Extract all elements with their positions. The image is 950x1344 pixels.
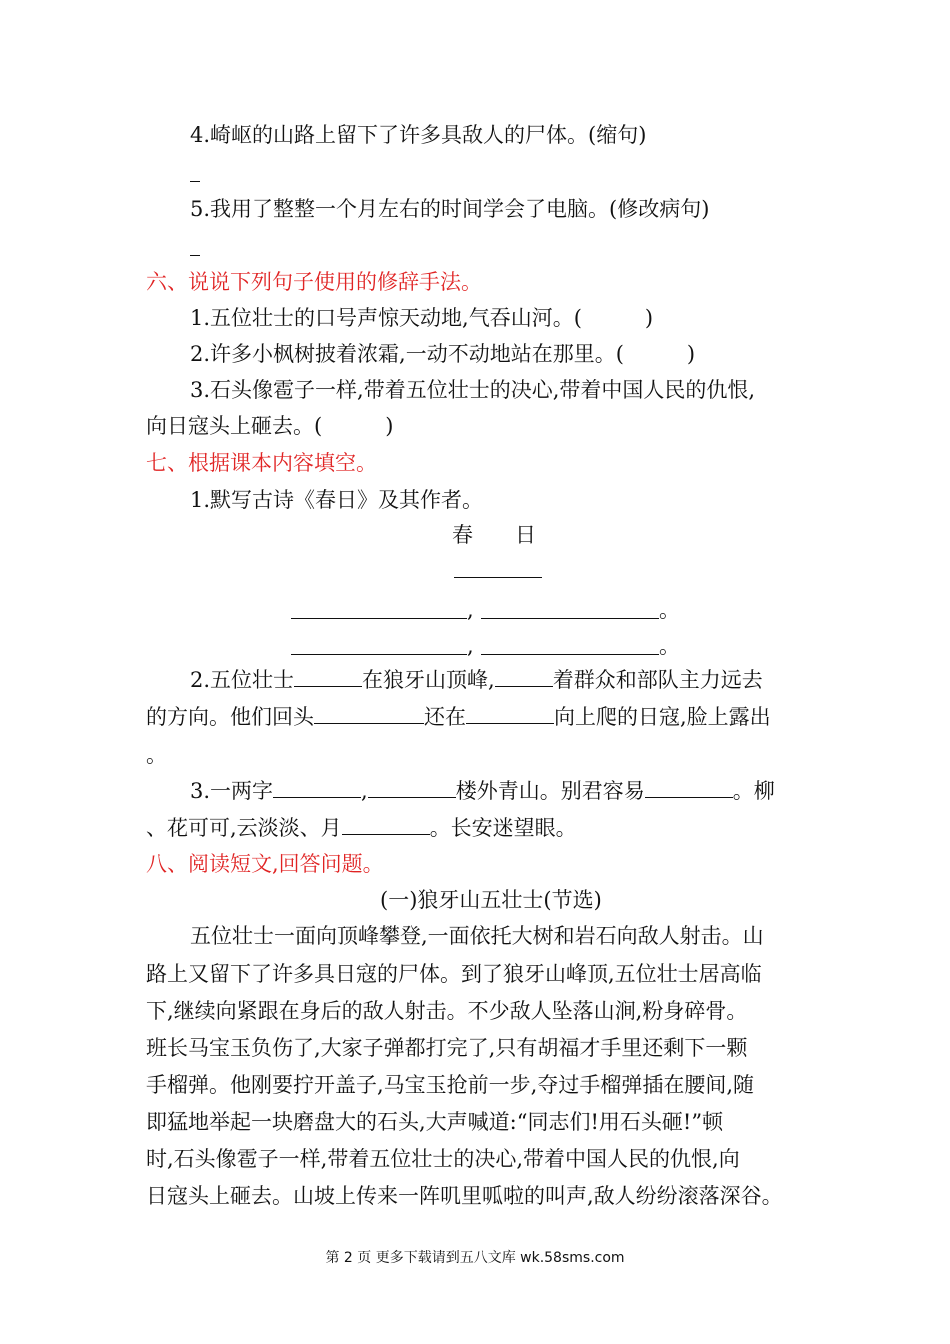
section-6-title: 六、说说下列句子使用的修辞手法。 [146,270,482,294]
q3-part: 楼外青山。别君容易 [455,779,645,803]
question-6-2: 2.许多小枫树披着浓霜,一动不动地站在那里。( ) [190,342,696,366]
reading-line: 路上又留下了许多具日寇的尸体。到了狼牙山峰顶,五位壮士居高临 [146,962,762,986]
fill-blank[interactable] [342,816,430,835]
poem-line-blank[interactable] [481,618,659,619]
q3-part: 3.一两字 [190,779,274,803]
page-footer: 第 2 页 更多下载请到五八文库 wk.58sms.com [325,1250,625,1266]
reading-line: 时,石头像雹子一样,带着五位壮士的决心,带着中国人民的仇恨,向 [146,1147,740,1171]
section-8-title: 八、阅读短文,回答问题。 [146,852,384,876]
reading-line: 手榴弹。他刚要拧开盖子,马宝玉抢前一步,夺过手榴弹插在腰间,随 [146,1073,755,1097]
question-7-2-end: 。 [146,743,167,767]
fill-blank[interactable] [645,779,733,798]
fill-blank[interactable] [466,705,554,724]
fill-blank[interactable] [294,668,362,687]
q3-part: 。长安迷望眼。 [429,816,577,840]
poem-line-blank[interactable] [481,654,659,655]
q3-part: 。柳 [732,779,775,803]
section-7-title: 七、根据课本内容填空。 [146,451,377,475]
fill-blank[interactable] [314,705,424,724]
question-7-3 [190,777,775,805]
fill-blank[interactable] [495,668,553,687]
reading-title: (一)狼牙山五壮士(节选) [380,888,602,912]
question-6-3: 3.石头像雹子一样,带着五位壮士的决心,带着中国人民的仇恨, [190,378,756,402]
reading-line: 五位壮士一面向顶峰攀登,一面依托大树和岩石向敌人射击。山 [190,924,764,948]
q3-part: 、花可可,云淡淡、月 [146,816,342,840]
question-5-4: 4.崎岖的山路上留下了许多具敌人的尸体。(缩句) [190,123,647,147]
question-6-1: 1.五位壮士的口号声惊天动地,气吞山河。( ) [190,306,654,330]
poem-title: 春 日 [452,523,536,547]
question-7-3-cont [146,814,577,842]
reading-line: 即猛地举起一块磨盘大的石头,大声喊道:“同志们!用石头砸!”顿 [146,1110,724,1134]
question-7-2 [190,666,763,694]
question-7-2-cont [146,703,771,731]
reading-line: 班长马宝玉负伤了,大家子弹都打完了,只有胡福才手里还剩下一颗 [146,1036,748,1060]
q2-part: 在狼牙山顶峰, [362,668,495,692]
question-7-1: 1.默写古诗《春日》及其作者。 [190,488,484,512]
answer-blank[interactable] [190,181,200,182]
q2-part: 向上爬的日寇,脸上露出 [554,705,771,729]
question-5-5: 5.我用了整整一个月左右的时间学会了电脑。(修改病句) [190,197,710,221]
q2-part: 2.五位壮士 [190,668,295,692]
poem-author-blank[interactable] [454,577,542,578]
answer-blank[interactable] [190,255,200,256]
q3-part: , [361,779,368,803]
reading-line: 下,继续向紧跟在身后的敌人射击。不少敌人坠落山涧,粉身碎骨。 [146,999,748,1023]
q2-part: 着群众和部队主力远去 [552,668,763,692]
fill-blank[interactable] [273,779,361,798]
poem-line-blank[interactable] [291,618,467,619]
q2-part: 的方向。他们回头 [146,705,314,729]
poem-line-blank[interactable] [291,654,467,655]
question-6-3-cont: 向日寇头上砸去。( ) [146,414,394,438]
poem-comma: , [467,634,474,658]
q2-part: 还在 [424,705,466,729]
poem-period: 。 [659,598,680,622]
fill-blank[interactable] [368,779,456,798]
reading-line: 日寇头上砸去。山坡上传来一阵叽里呱啦的叫声,敌人纷纷滚落深谷。 [146,1184,783,1208]
poem-comma: , [467,598,474,622]
poem-period: 。 [659,634,680,658]
